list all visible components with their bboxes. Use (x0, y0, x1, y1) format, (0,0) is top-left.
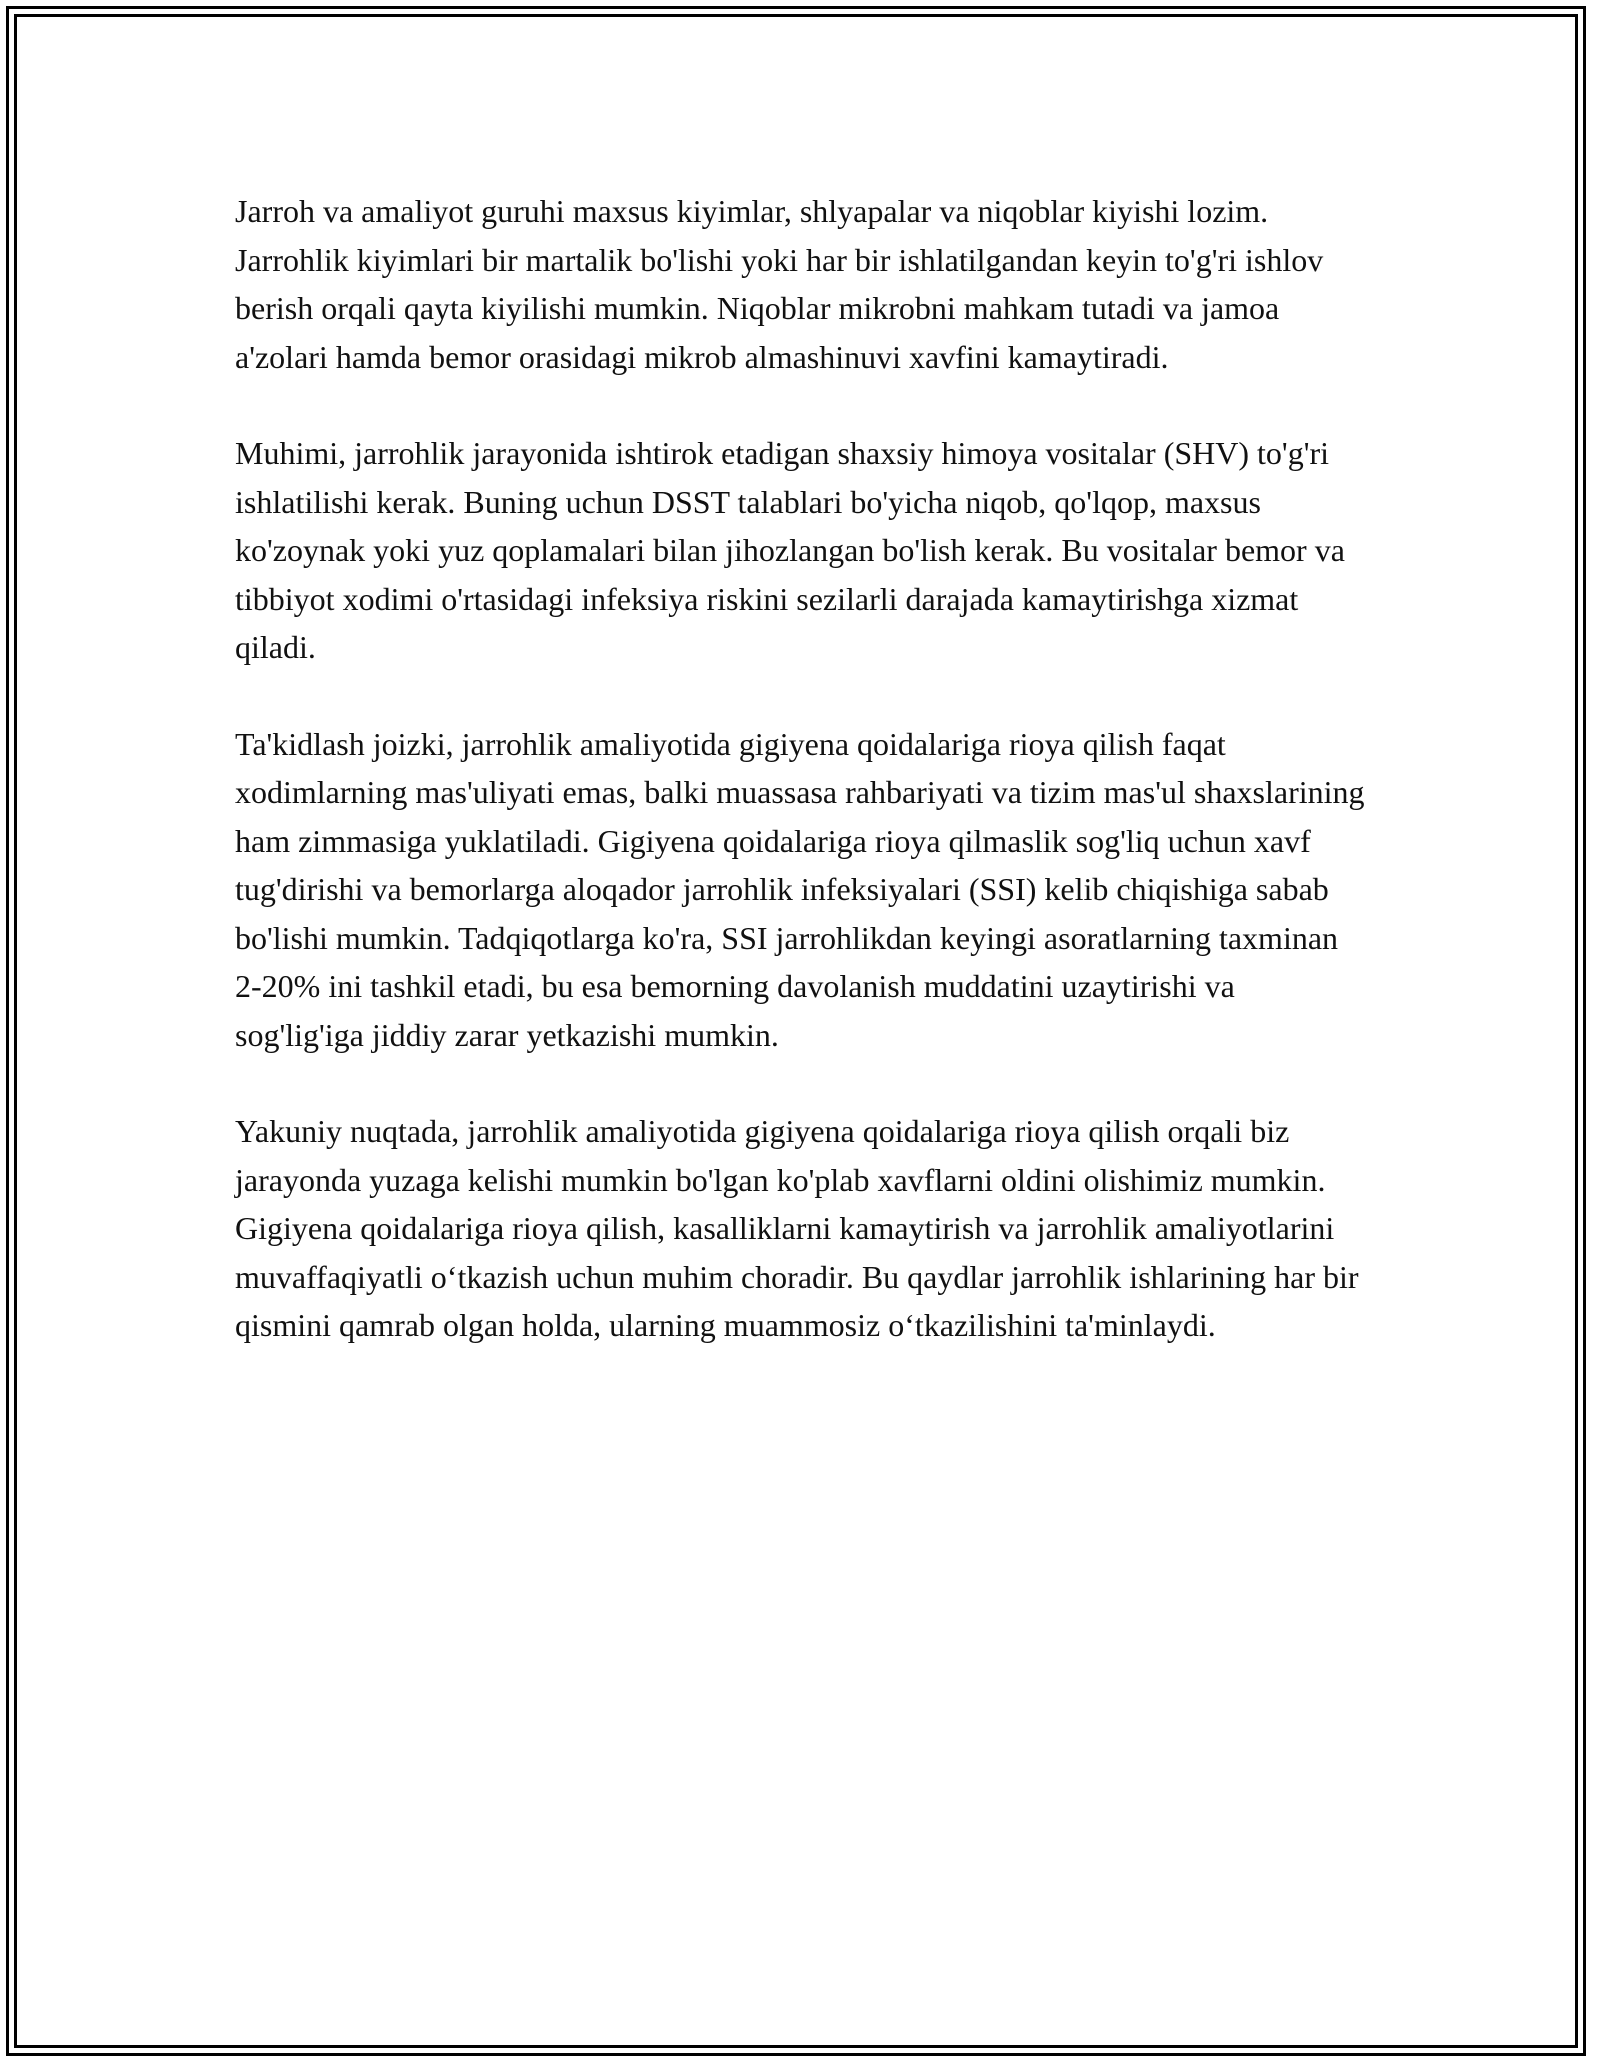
paragraph-conclusion: Yakuniy nuqtada, jarrohlik amaliyotida gigiyena qoidalariga rioya qilish orqali biz jarayonda yuzaga kelishi mumkin bo'lgan ko'plab xavflarni oldini olishimiz mumkin. Gigiyena qoidalariga rioya qilish, kasalliklarni kamaytirish va jarrohlik amaliyotlarini muvaffaqiyatli o‘tkazish uchun muhim choradir. Bu qaydlar jarrohlik ishlarining har bir qismini qamrab olgan holda, ularning muammosiz o‘tkazilishini ta'minlaydi. (235, 1113, 1359, 1343)
document-body (235, 187, 1370, 1398)
paragraph-responsibility-ssi: Ta'kidlash joizki, jarrohlik amaliyotida gigiyena qoidalariga rioya qilish faqat xodimlarning mas'uliyati emas, balki muassasa rahbariyati va tizim mas'ul shaxslarining ham zimmasiga yuklatiladi. Gigiyena qoidalariga rioya qilmaslik sog'liq uchun xavf tug'dirishi va bemorlarga aloqador jarrohlik infeksiyalari (SSI) kelib chiqishiga sabab bo'lishi mumkin. Tadqiqotlarga ko'ra, SSI jarrohlikdan keyingi asoratlarning taxminan 2-20% ini tashkil etadi, bu esa bemorning davolanish muddatini uzaytirishi va sog'lig'iga jiddiy zarar yetkazishi mumkin. (235, 725, 1365, 1053)
paragraph-ppe-usage: Muhimi, jarrohlik jarayonida ishtirok etadigan shaxsiy himoya vositalar (SHV) to'g'ri ishlatilishi kerak. Buning uchun DSST talablari bo'yicha niqob, qo'lqop, maxsus ko'zoynak yoki yuz qoplamalari bilan jihozlangan bo'lish kerak. Bu vositalar bemor va tibbiyot xodimi o'rtasidagi infeksiya riskini sezilarli darajada kamaytirishga xizmat qiladi. (235, 435, 1345, 665)
paragraph-protective-clothing: Jarroh va amaliyot guruhi maxsus kiyimlar, shlyapalar va niqoblar kiyishi lozim. Jarrohlik kiyimlari bir martalik bo'lishi yoki har bir ishlatilgandan keyin to'g'ri ishlov berish orqali qayta kiyilishi mumkin. Niqoblar mikrobni mahkam tutadi va jamoa a'zolari hamda bemor orasidagi mikrob almashinuvi xavfini kamaytiradi. (235, 193, 1324, 375)
